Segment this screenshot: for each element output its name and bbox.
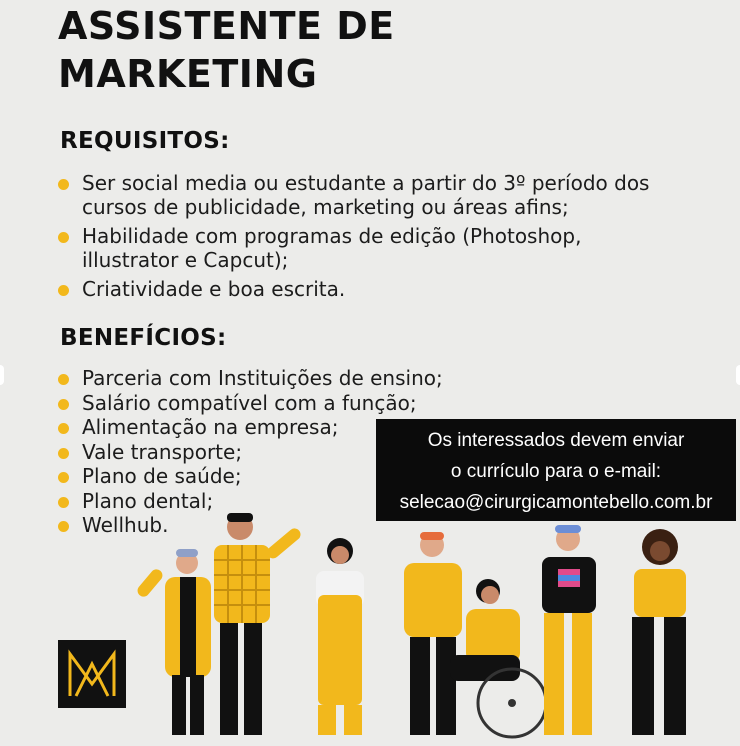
people-illustration [120,505,730,746]
list-item-text: illustrator e Capcut); [82,248,289,272]
list-item [58,277,649,301]
person-4-figure [404,532,462,735]
list-item: Parceria com Instituições de ensino; [58,366,443,391]
list-item: Wellhub. [58,513,443,538]
carousel-next-hint[interactable] [736,365,740,385]
person-1-figure [135,549,211,735]
list-item-text: Habilidade com programas de edição (Photoshop, [82,224,582,248]
person-6-figure [542,525,596,735]
person-3-figure [316,538,364,735]
requisitos-heading: REQUISITOS: [60,128,230,154]
list-item [58,171,649,219]
title-line-2: MARKETING [58,52,318,96]
carousel-prev-hint[interactable] [0,365,4,385]
person-5-figure [450,579,546,737]
list-item: Salário compatível com a função; [58,391,443,416]
contact-line-1: Os interessados devem enviar [427,430,685,451]
requisitos-list [58,171,649,306]
list-item-text: Criatividade e boa escrita. [82,277,346,301]
list-item: Plano de saúde; [58,464,443,489]
list-item: Vale transporte; [58,440,443,465]
page-title [58,2,395,98]
contact-line-2: o currículo para o e-mail: [450,461,662,482]
contact-email[interactable]: selecao@cirurgicamontebello.com.br [399,492,713,513]
person-7-figure [632,529,686,735]
title-line-1: ASSISTENTE DE [58,4,395,48]
list-item: Alimentação na empresa; [58,415,443,440]
beneficios-heading: BENEFÍCIOS: [60,325,227,351]
list-item-text: Ser social media ou estudante a partir do 3º período dos [82,171,650,195]
person-2-figure [214,513,303,735]
list-item [58,224,649,272]
list-item-text: cursos de publicidade, marketing ou áreas afins; [82,195,569,219]
list-item: Plano dental; [58,489,443,514]
montebello-logo-icon [58,640,126,708]
